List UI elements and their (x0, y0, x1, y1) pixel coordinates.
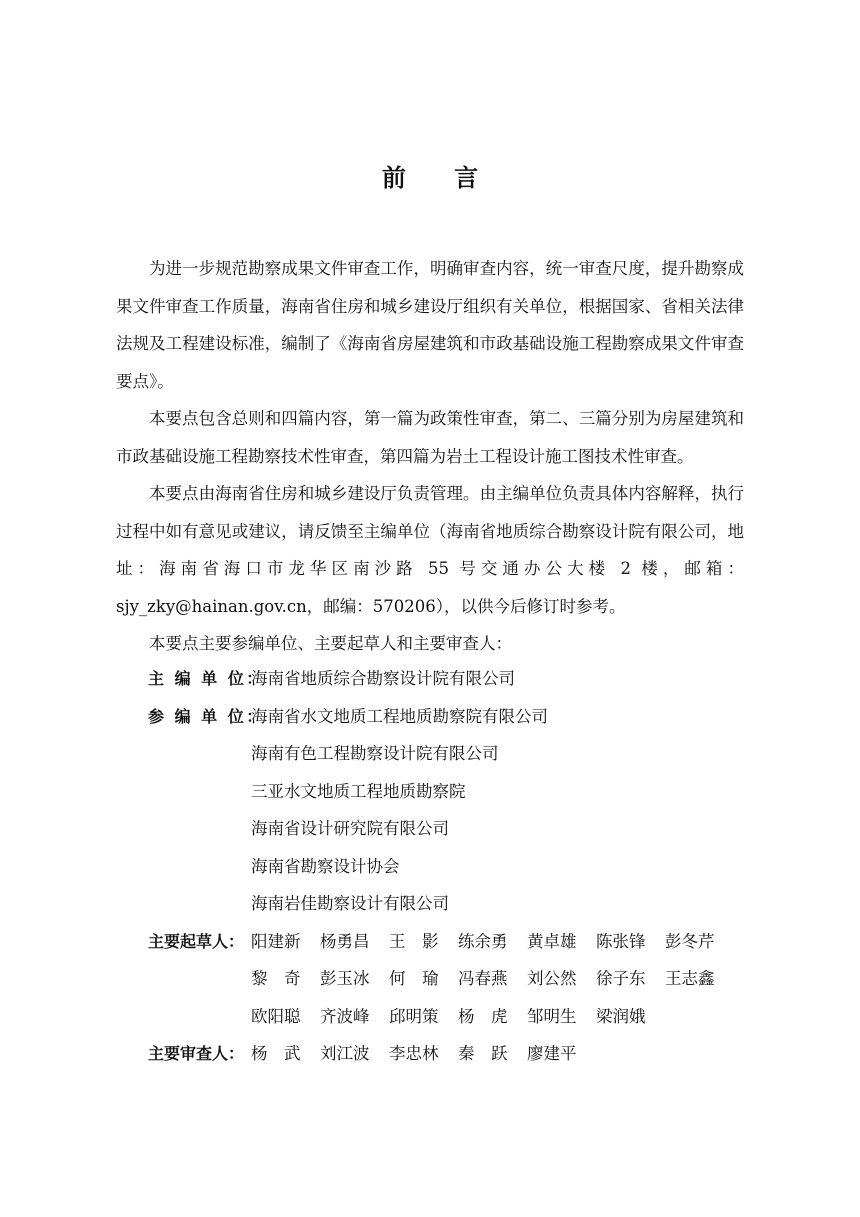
chief-editor-label: 主 编 单 位： (148, 669, 265, 688)
org-name: 海南省勘察设计协会 (251, 856, 400, 876)
drafters-names (251, 923, 768, 1036)
reviewers-names (251, 1035, 768, 1073)
paragraph-1 (116, 250, 744, 400)
paragraph-text: 本要点包含总则和四篇内容，第一篇为政策性审查，第二、三篇分别为房屋建筑和市政基础设施工程勘察技术性审查，第四篇为岩土工程设计施工图技术性审查。 (116, 409, 744, 466)
paragraph-4 (116, 625, 744, 663)
org-name: 海南有色工程勘察设计院有限公司 (251, 744, 499, 763)
person-name: 杨 虎 (458, 1006, 508, 1026)
names-row (251, 998, 768, 1036)
person-name: 练余勇 (458, 931, 508, 951)
person-name: 李忠林 (389, 1044, 439, 1063)
person-name: 彭冬芹 (665, 931, 715, 951)
contributors-section (148, 660, 768, 1073)
names-row (251, 960, 768, 998)
person-name: 邹明生 (527, 1006, 577, 1026)
person-name: 廖建平 (527, 1044, 577, 1063)
person-name: 杨勇昌 (320, 931, 370, 951)
drafters-label: 主要起草人： (148, 931, 245, 951)
org-name: 海南岩佳勘察设计有限公司 (251, 894, 449, 913)
names-row (251, 1035, 768, 1073)
person-name: 邱明策 (389, 1006, 439, 1026)
person-name: 黄卓雄 (527, 931, 577, 951)
person-name: 刘江波 (320, 1044, 370, 1063)
org-name: 海南省地质综合勘察设计院有限公司 (251, 669, 515, 688)
paragraph-text: 为进一步规范勘察成果文件审查工作，明确审查内容，统一审查尺度，提升勘察成果文件审查工作质量，海南省住房和城乡建设厅组织有关单位，根据国家、省相关法律法规及工程建设标准，编制了《海南省房屋建筑和市政基础设施工程勘察成果文件审查要点》。 (116, 259, 744, 391)
co-editors-orgs (251, 698, 768, 923)
names-row (251, 923, 768, 961)
person-name: 徐子东 (596, 969, 646, 988)
person-name: 王志鑫 (665, 969, 715, 988)
paragraph-text: 本要点主要参编单位、主要起草人和主要审查人： (149, 634, 512, 653)
person-name: 刘公然 (527, 969, 577, 988)
person-name: 欧阳聪 (251, 1006, 301, 1026)
person-name: 秦 跃 (458, 1044, 508, 1063)
person-name: 杨 武 (251, 1044, 301, 1063)
drafters-block (148, 923, 768, 1036)
page-title: 前 言 (381, 164, 499, 192)
person-name: 陈张锋 (596, 931, 646, 951)
org-name: 海南省水文地质工程地质勘察院有限公司 (251, 706, 548, 726)
person-name: 齐波峰 (320, 1006, 370, 1026)
person-name: 冯春燕 (458, 969, 508, 988)
chief-editor-orgs (251, 660, 768, 698)
person-name: 阳建新 (251, 931, 301, 951)
person-name: 何 瑜 (389, 969, 439, 988)
reviewers-label: 主要审查人： (148, 1044, 245, 1063)
person-name: 梁润娥 (596, 1006, 646, 1026)
chief-editor-block (148, 660, 768, 698)
paragraph-text: 本要点由海南省住房和城乡建设厅负责管理。由主编单位负责具体内容解释，执行过程中如有意见或建议，请反馈至主编单位（海南省地质综合勘察设计院有限公司，地址：海南省海口市龙华区南沙路 55 号交通办公大楼 2 楼，邮箱：sjy_zky@hainan.gov.cn，邮编：570206），以供今后修订时参考。 (116, 484, 744, 616)
person-name: 彭玉冰 (320, 969, 370, 988)
paragraph-3 (116, 475, 744, 625)
person-name: 黎 奇 (251, 969, 301, 988)
org-name: 三亚水文地质工程地质勘察院 (251, 781, 466, 801)
person-name: 王 影 (389, 931, 439, 951)
co-editors-block (148, 698, 768, 923)
co-editors-label: 参 编 单 位： (148, 706, 265, 726)
org-name: 海南省设计研究院有限公司 (251, 819, 449, 838)
paragraph-2 (116, 400, 744, 475)
reviewers-block (148, 1035, 768, 1073)
